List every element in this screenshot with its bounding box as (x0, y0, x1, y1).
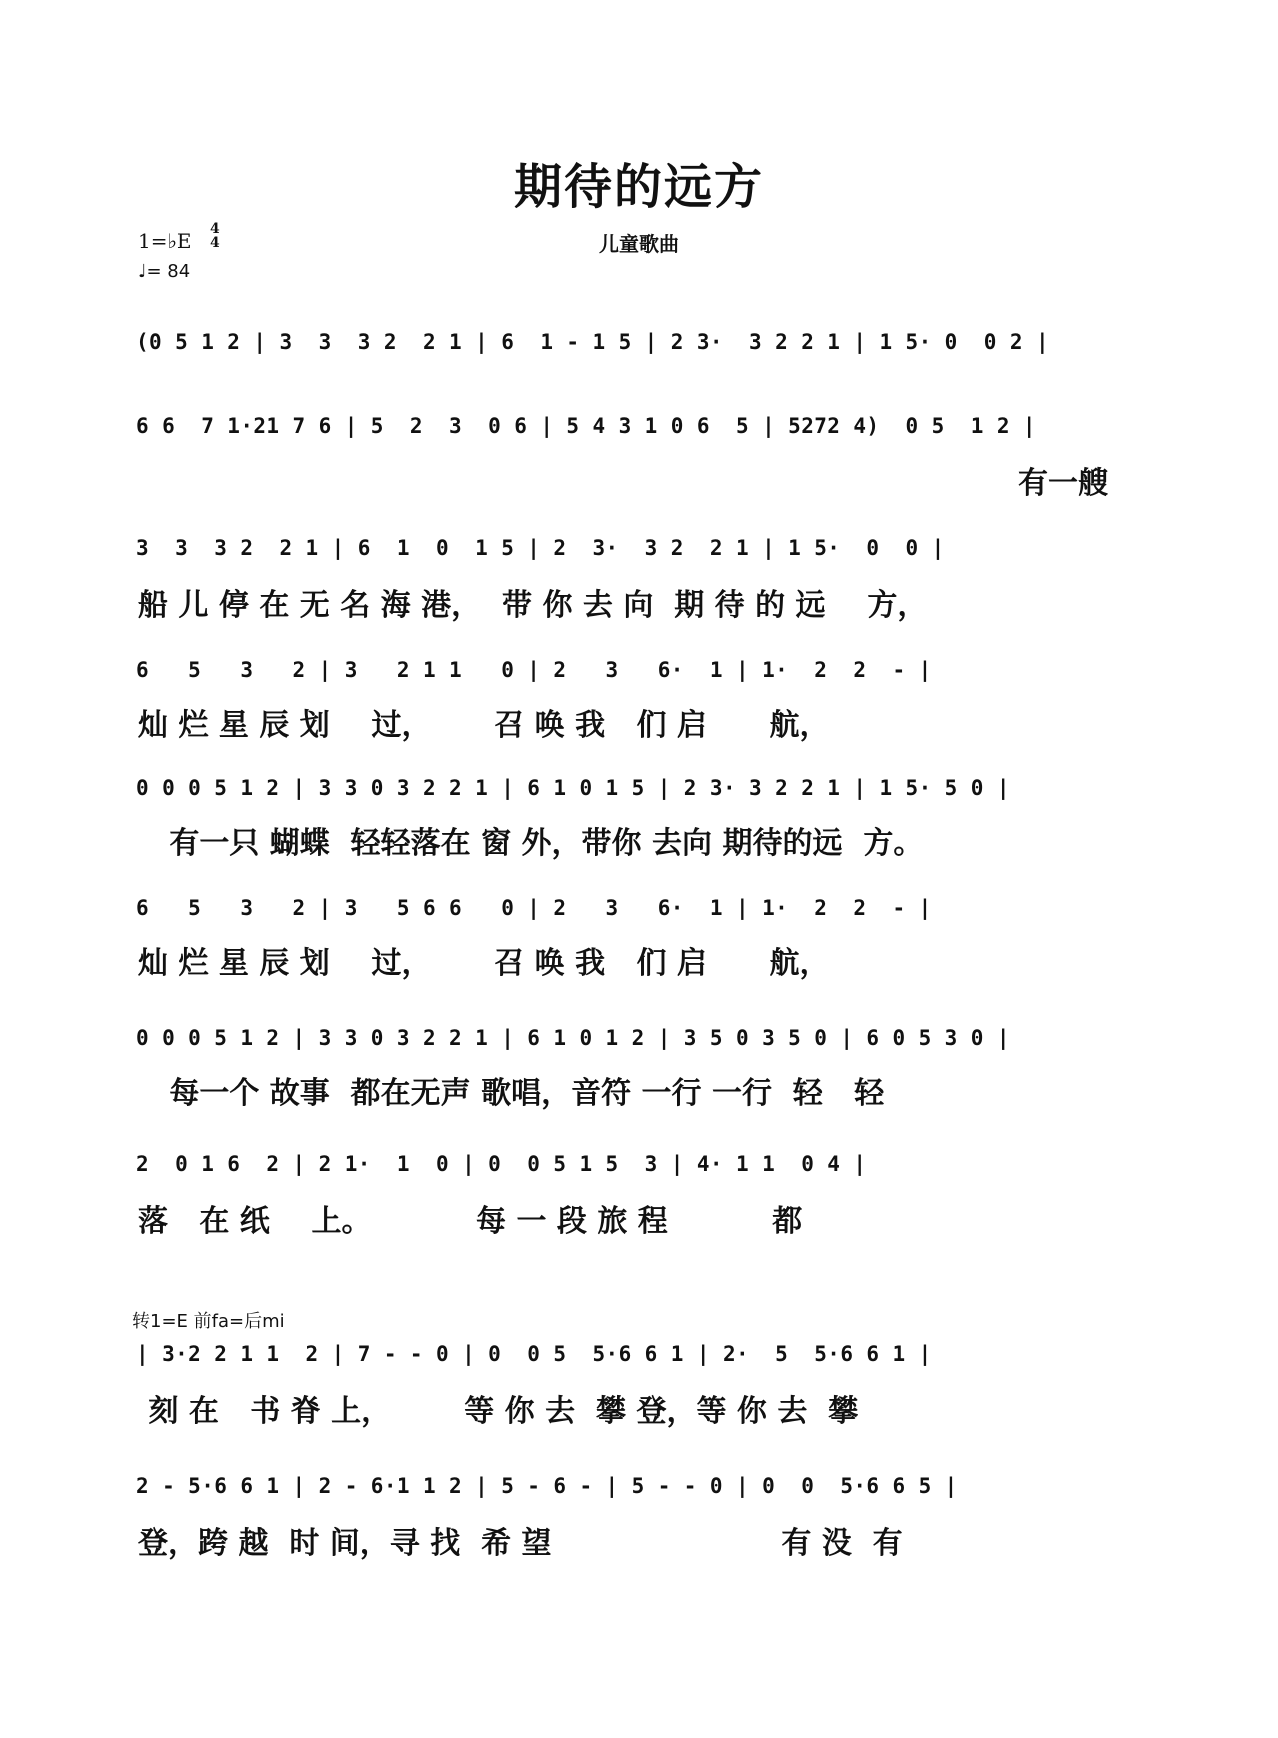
lyrics-line-right: 有一艘 (1018, 466, 1108, 501)
notes-line: (0 5 1 2 | 3 3 3 2 2 1 | 6 1 - 1 5 | 2 3· 3 2 2 1 | 1 5· 0 0 2 | (136, 330, 1050, 354)
lyrics-line: 灿 烂 星 辰 划 过， 召 唤 我 们 启 航， (138, 946, 830, 981)
notes-line: 2 0 1 6 2 | 2 1· 1 0 | 0 0 5 1 5 3 | 4· 1 1 0 4 | (136, 1152, 867, 1176)
lyrics-line: 落 在 纸 上。 每 一 段 旅 程 都 (138, 1204, 803, 1239)
notes-line: | 3·2 2 1 1 2 | 7 - - 0 | 0 0 5 5·6 6 1 | 2· 5 5·6 6 1 | (136, 1342, 932, 1366)
lyrics-line: 有一只 蝴蝶 轻轻落在 窗 外，带你 去向 期待的远 方。 (138, 826, 924, 861)
notes-line: 0 0 0 5 1 2 | 3 3 0 3 2 2 1 | 6 1 0 1 5 | 2 3· 3 2 2 1 | 1 5· 5 0 | (136, 776, 1010, 800)
song-subtitle: 儿童歌曲 (599, 232, 679, 256)
song-title: 期待的远方 (513, 159, 764, 215)
lyrics-line: 船 儿 停 在 无 名 海 港， 带 你 去 向 期 待 的 远 方， (138, 588, 928, 623)
key-signature: 1=♭E (138, 229, 192, 253)
notes-line: 6 5 3 2 | 3 2 1 1 0 | 2 3 6· 1 | 1· 2 2 - | (136, 658, 932, 682)
time-signature-top: 4 (210, 221, 220, 237)
tempo-marking: ♩= 84 (138, 261, 191, 282)
notes-line: 0 0 0 5 1 2 | 3 3 0 3 2 2 1 | 6 1 0 1 2 | 3 5 0 3 5 0 | 6 0 5 3 0 | (136, 1026, 1010, 1050)
lyrics-line: 登，跨 越 时 间，寻 找 希 望 有 没 有 (138, 1526, 903, 1561)
time-signature-bottom: 4 (210, 235, 220, 251)
time-signature (210, 222, 220, 250)
notes-line: 6 5 3 2 | 3 5 6 6 0 | 2 3 6· 1 | 1· 2 2 - | (136, 896, 932, 920)
modulation-marking: 转1=E 前fa=后mi (132, 1311, 285, 1332)
notes-line: 3 3 3 2 2 1 | 6 1 0 1 5 | 2 3· 3 2 2 1 | 1 5· 0 0 | (136, 536, 945, 560)
notes-line: 2 - 5·6 6 1 | 2 - 6·1 1 2 | 5 - 6 - | 5 - - 0 | 0 0 5·6 6 5 | (136, 1474, 958, 1498)
lyrics-line: 刻 在 书 脊 上， 等 你 去 攀 登，等 你 去 攀 (138, 1394, 859, 1429)
lyrics-line: 灿 烂 星 辰 划 过， 召 唤 我 们 启 航， (138, 708, 830, 743)
lyrics-line: 每一个 故事 都在无声 歌唱，音符 一行 一行 轻 轻 (138, 1076, 885, 1111)
notes-line: 6 6 7 1·21 7 6 | 5 2 3 0 6 | 5 4 3 1 0 6 5 | 5272 4) 0 5 1 2 | (136, 414, 1036, 438)
